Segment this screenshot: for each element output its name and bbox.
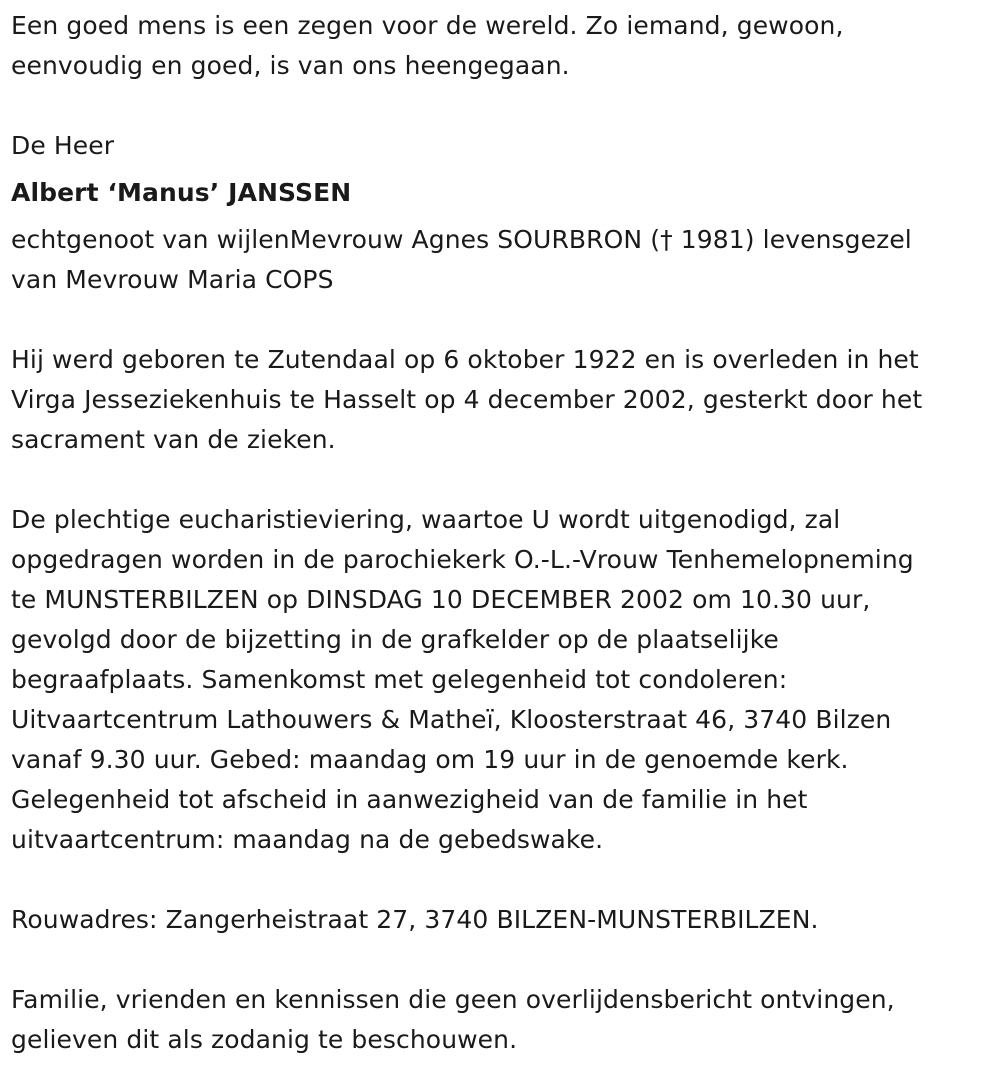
intro-paragraph (11, 6, 986, 86)
salutation: De Heer (11, 131, 115, 160)
service-line: vanaf 9.30 uur. Gebed: maandag om 19 uur in de genoemde kerk. (11, 745, 849, 774)
spacer (11, 300, 986, 340)
service-line: opgedragen worden in de parochiekerk O.-L.-Vrouw Tenhemelopneming (11, 545, 914, 574)
spouse-paragraph (11, 220, 986, 300)
birth-death-line: sacrament van de zieken. (11, 425, 336, 454)
address-line: Rouwadres: Zangerheistraat 27, 3740 BILZEN-MUNSTERBILZEN. (11, 905, 819, 934)
birth-death-line: Hij werd geboren te Zutendaal op 6 oktober 1922 en is overleden in het (11, 345, 919, 374)
spacer (11, 860, 986, 900)
deceased-name: Albert ‘Manus’ JANSSEN (11, 178, 352, 207)
obituary-notice (11, 6, 986, 1060)
service-line: begraafplaats. Samenkomst met gelegenheid tot condoleren: (11, 665, 788, 694)
service-line: te MUNSTERBILZEN op DINSDAG 10 DECEMBER 2002 om 10.30 uur, (11, 585, 871, 614)
service-line: Gelegenheid tot afscheid in aanwezigheid van de familie in het (11, 785, 808, 814)
service-line: gevolgd door de bijzetting in de grafkelder op de plaatselijke (11, 625, 779, 654)
service-paragraph (11, 500, 986, 860)
closing-line: gelieven dit als zodanig te beschouwen. (11, 1025, 518, 1054)
mourning-address (11, 900, 986, 940)
spacer (11, 460, 986, 500)
service-line: Uitvaartcentrum Lathouwers & Matheï, Kloosterstraat 46, 3740 Bilzen (11, 705, 892, 734)
service-line: uitvaartcentrum: maandag na de gebedswake. (11, 825, 604, 854)
spacer (11, 86, 986, 126)
intro-line: eenvoudig en goed, is van ons heengegaan. (11, 51, 570, 80)
birth-death-paragraph (11, 340, 986, 460)
spacer (11, 940, 986, 980)
closing-paragraph (11, 980, 986, 1060)
intro-line: Een goed mens is een zegen voor de wereld. Zo iemand, gewoon, (11, 11, 844, 40)
spouse-line: van Mevrouw Maria COPS (11, 265, 334, 294)
spouse-line: echtgenoot van wijlenMevrouw Agnes SOURBRON († 1981) levensgezel (11, 225, 912, 254)
closing-line: Familie, vrienden en kennissen die geen overlijdensbericht ontvingen, (11, 985, 895, 1014)
birth-death-line: Virga Jesseziekenhuis te Hasselt op 4 december 2002, gesterkt door het (11, 385, 923, 414)
service-line: De plechtige eucharistieviering, waartoe U wordt uitgenodigd, zal (11, 505, 841, 534)
